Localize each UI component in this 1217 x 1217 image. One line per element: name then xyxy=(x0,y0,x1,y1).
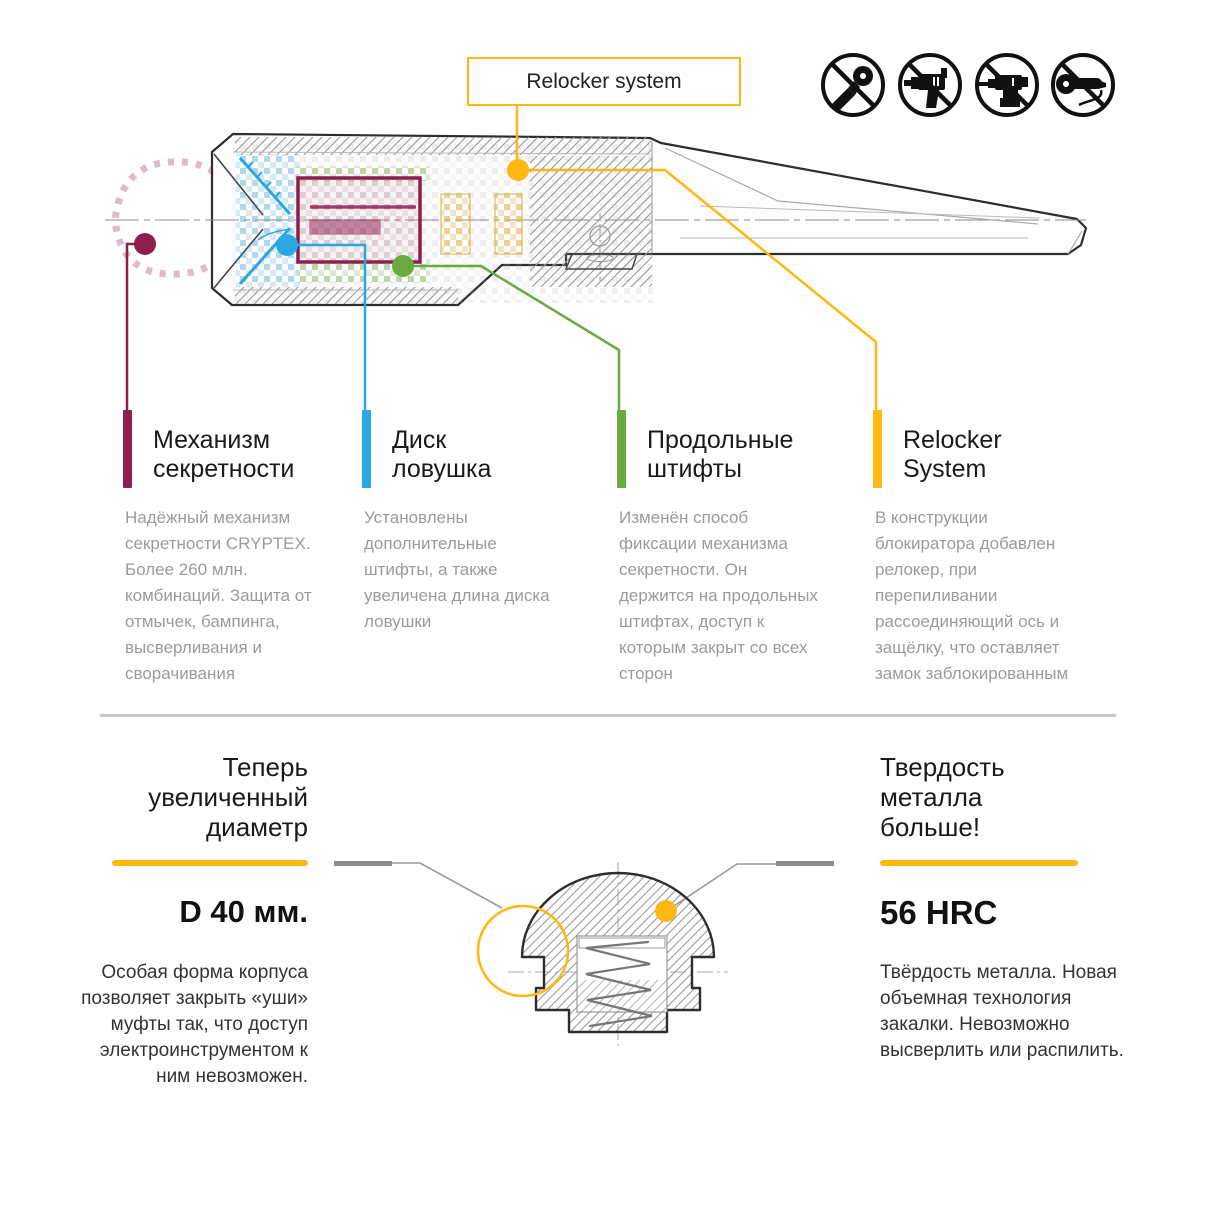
yellow-underline xyxy=(880,860,1078,866)
feature-description: В конструкции блокиратора добавлен релокер, при перепиливании рассоединяющий ось и защёлку, что оставляет замок заблокированным xyxy=(875,508,1069,683)
yellow-underline xyxy=(112,860,308,866)
maroon-connector-line xyxy=(127,244,145,410)
no-drill-icon xyxy=(895,50,965,120)
feature-title-line: Продольные xyxy=(647,426,794,454)
feature-title xyxy=(153,426,294,484)
relocker-pin-highlight-2 xyxy=(495,194,522,254)
maroon-callout-dot xyxy=(134,233,156,255)
diameter-title xyxy=(60,752,308,842)
diameter-title-line: увеличенный xyxy=(148,782,308,812)
yellow-callout-dot xyxy=(507,159,529,181)
disc-trap-highlight xyxy=(236,154,300,287)
green-callout-dot xyxy=(392,255,414,277)
feature-color-bar xyxy=(873,410,882,488)
diameter-title-line: диаметр xyxy=(206,812,308,842)
feature-title-line: Relocker xyxy=(903,426,1002,454)
no-hammer-drill-icon xyxy=(972,50,1042,120)
hardness-description: Твёрдость металла. Новая объемная технология закалки. Невозможно высверлить или распилить. xyxy=(880,962,1124,1061)
diameter-title-line: Теперь xyxy=(222,752,308,782)
diameter-description: Особая форма корпуса позволяет закрыть «уши» муфты так, что доступ электроинструментом к ним невозможен. xyxy=(81,962,308,1087)
relocker-pin-highlight-1 xyxy=(441,194,470,254)
feature-title xyxy=(903,426,1002,484)
feature-color-bar xyxy=(617,410,626,488)
relocker-system-label: Relocker system xyxy=(526,69,682,93)
hardness-title-line: металла xyxy=(880,782,983,812)
feature-title-line: штифты xyxy=(647,455,742,483)
diameter-block xyxy=(60,752,308,1087)
hardness-block xyxy=(880,752,1128,1061)
pin-rivet-diagram xyxy=(300,840,860,1060)
relocker-system-label-box xyxy=(467,57,741,106)
feature-description: Установлены дополнительные штифты, а также увеличена длина диска ловушки xyxy=(364,508,550,631)
diameter-value: D 40 мм. xyxy=(179,894,308,929)
feature-title xyxy=(392,426,491,484)
feature-title-line: System xyxy=(903,455,987,483)
feature-color-bar xyxy=(123,410,132,488)
feature-title-line: Механизм xyxy=(153,426,271,454)
feature-title xyxy=(647,426,793,484)
feature-title-line: Диск xyxy=(392,426,447,454)
no-angle-grinder-icon xyxy=(1048,50,1118,120)
feature-color-bar xyxy=(362,410,371,488)
hardness-title xyxy=(880,752,1128,842)
key-bow-outline xyxy=(116,162,217,274)
section-divider xyxy=(100,714,1116,717)
hardness-title-line: Твердость xyxy=(880,752,1005,782)
feature-description: Изменён способ фиксации механизма секретности. Он держится на продольных штифтах, доступ к которым закрыт со всех сторон xyxy=(619,508,818,683)
hardness-callout-dot xyxy=(655,900,677,922)
hardness-value: 56 HRC xyxy=(880,894,998,931)
feature-title-line: секретности xyxy=(153,455,295,483)
blue-callout-dot xyxy=(276,234,298,256)
feature-description: Надёжный механизм секретности CRYPTEX. Более 260 млн. комбинаций. Защита от отмычек, бампинга, высверливания и сворачивания xyxy=(125,508,312,683)
feature-title-line: ловушка xyxy=(392,455,492,483)
hardness-title-line: больше! xyxy=(880,812,981,842)
no-cut-off-grinder-icon xyxy=(818,50,888,120)
